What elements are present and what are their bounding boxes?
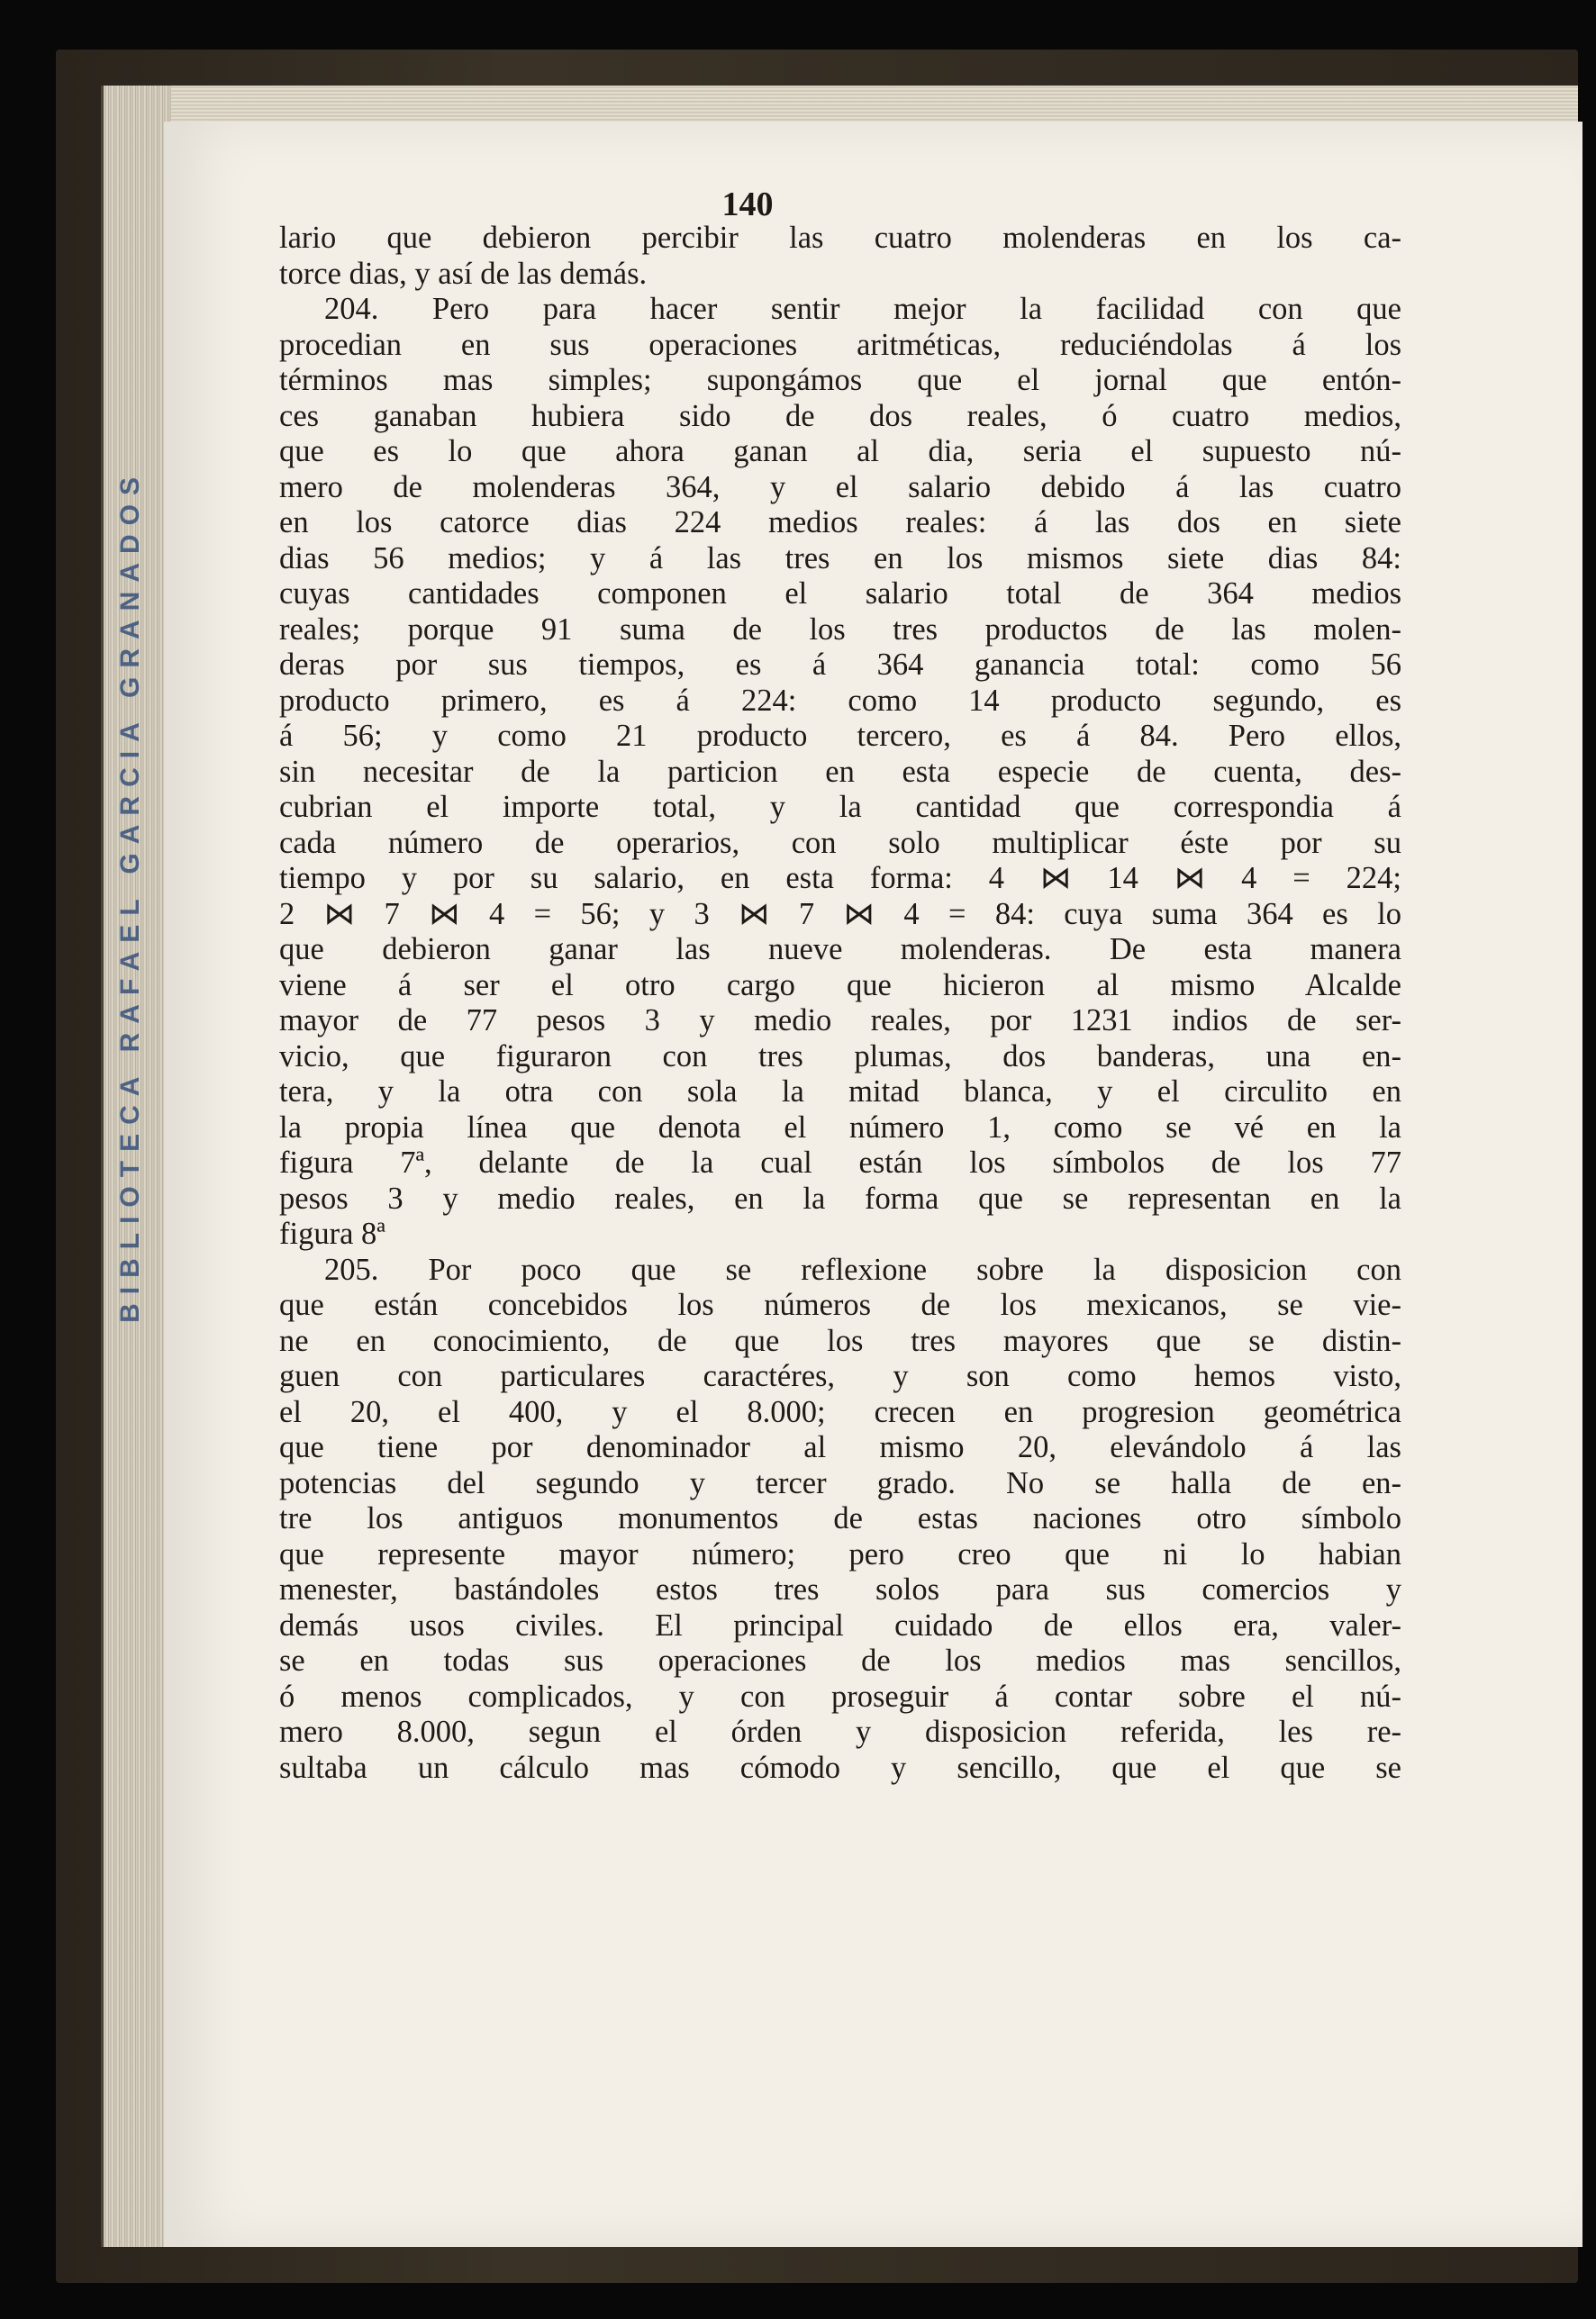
text-line: tera, y la otra con sola la mitad blanca, y el circulito en	[279, 1074, 1401, 1109]
text-line: vicio, que figuraron con tres plumas, dos banderas, una en-	[279, 1038, 1401, 1073]
text-line: 205. Por poco que se reflexione sobre la disposicion con	[324, 1252, 1401, 1287]
text-line: se en todas sus operaciones de los medios mas sencillos,	[279, 1644, 1401, 1678]
page-text	[279, 221, 1401, 1786]
text-line: que es lo que ahora ganan al dia, seria el supuesto nú-	[279, 434, 1401, 468]
text-line: dias 56 medios; y á las tres en los mismos siete dias 84:	[279, 540, 1401, 575]
text-line: términos mas simples; supongámos que el jornal que entón-	[279, 363, 1401, 397]
text-line: cuyas cantidades componen el salario total de 364 medios	[279, 576, 1401, 611]
text-line: á 56; y como 21 producto tercero, es á 84. Pero ellos,	[279, 719, 1401, 753]
text-line: producto primero, es á 224: como 14 producto segundo, es	[279, 683, 1401, 718]
text-line: lario que debieron percibir las cuatro molenderas en los ca-	[279, 221, 1401, 255]
text-line: la propia línea que denota el número 1, como se vé en la	[279, 1110, 1401, 1145]
text-line: ó menos complicados, y con proseguir á contar sobre el nú-	[279, 1679, 1401, 1714]
text-line: mero 8.000, segun el órden y disposicion referida, les re-	[279, 1715, 1401, 1749]
text-line: mero de molenderas 364, y el salario debido á las cuatro	[279, 469, 1401, 504]
text-line: tre los antiguos monumentos de estas naciones otro símbolo	[279, 1501, 1401, 1535]
text-line: 2 ⋈ 7 ⋈ 4 = 56; y 3 ⋈ 7 ⋈ 4 = 84: cuya suma 364 es lo	[279, 896, 1401, 931]
text-line: viene á ser el otro cargo que hicieron al mismo Alcalde	[279, 967, 1401, 1002]
text-line: procedian en sus operaciones aritméticas, reduciéndolas á los	[279, 327, 1401, 362]
text-line: deras por sus tiempos, es á 364 ganancia total: como 56	[279, 648, 1401, 682]
text-line: que tiene por denominador al mismo 20, elevándolo á las	[279, 1430, 1401, 1464]
text-line: sin necesitar de la particion en esta especie de cuenta, des-	[279, 754, 1401, 789]
text-line: tiempo y por su salario, en esta forma: 4 ⋈ 14 ⋈ 4 = 224;	[279, 861, 1401, 895]
text-line: guen con particulares caractéres, y son como hemos visto,	[279, 1359, 1401, 1393]
text-line: cada número de operarios, con solo multiplicar éste por su	[279, 825, 1401, 860]
text-line: potencias del segundo y tercer grado. No se halla de en-	[279, 1465, 1401, 1500]
text-line: el 20, el 400, y el 8.000; crecen en progresion geométrica	[279, 1394, 1401, 1429]
text-line: mayor de 77 pesos 3 y medio reales, por 1231 indios de ser-	[279, 1003, 1401, 1037]
text-line: demás usos civiles. El principal cuidado de ellos era, valer-	[279, 1608, 1401, 1643]
library-edge-stamp: BIBLIOTECA RAFAEL GARCIA GRANADOS	[115, 468, 145, 1323]
text-line: 204. Pero para hacer sentir mejor la facilidad con que	[324, 292, 1401, 326]
page-stack-top	[101, 86, 1578, 122]
text-line: en los catorce dias 224 medios reales: á las dos en siete	[279, 505, 1401, 539]
text-line: reales; porque 91 suma de los tres productos de las molen-	[279, 611, 1401, 647]
text-line: sultaba un cálculo mas cómodo y sencillo, que el que se	[279, 1750, 1401, 1785]
text-line: menester, bastándoles estos tres solos para sus comercios y	[279, 1572, 1401, 1607]
text-line: que represente mayor número; pero creo que ni lo habian	[279, 1536, 1401, 1572]
text-line: ne en conocimiento, de que los tres mayores que se distin-	[279, 1323, 1401, 1358]
text-line: que debieron ganar las nueve molenderas. De esta manera	[279, 932, 1401, 966]
page-number: 140	[721, 186, 774, 223]
text-line: que están concebidos los números de los mexicanos, se vie-	[279, 1288, 1401, 1322]
text-line: ces ganaban hubiera sido de dos reales, ó cuatro medios,	[279, 398, 1401, 433]
text-line: cubrian el importe total, y la cantidad que correspondia á	[279, 790, 1401, 824]
text-line: figura 7ª, delante de la cual están los símbolos de los 77	[279, 1146, 1401, 1180]
text-line: torce dias, y así de las demás.	[279, 256, 648, 291]
text-line: pesos 3 y medio reales, en la forma que se representan en la	[279, 1181, 1401, 1216]
text-line: figura 8ª	[279, 1217, 385, 1251]
